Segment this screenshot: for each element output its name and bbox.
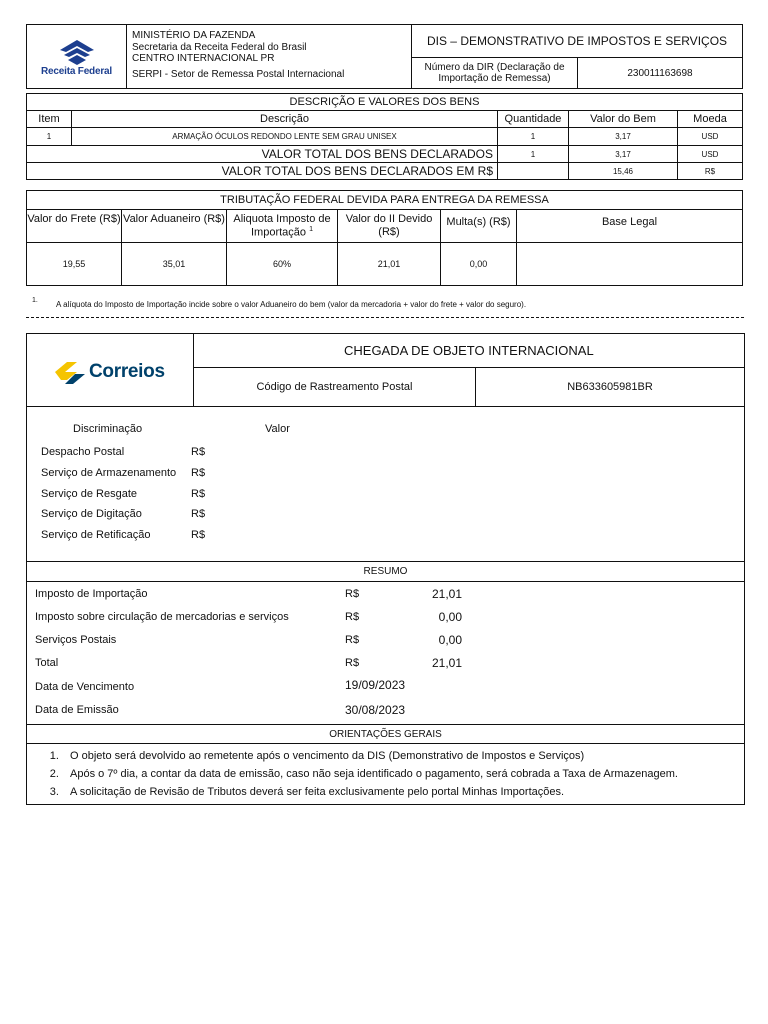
total-declared-currency: USD — [677, 145, 743, 163]
header-bottom-border — [26, 406, 745, 407]
goods-row-description: ARMAÇÃO ÓCULOS REDONDO LENTE SEM GRAU UNISEX — [71, 127, 498, 146]
issue-date-label: Data de Emissão — [35, 704, 119, 716]
goods-col-description: Descrição — [71, 110, 498, 128]
total-brl-currency: R$ — [677, 162, 743, 180]
service-retificacao-currency: R$ — [191, 529, 206, 541]
summary-total-label: Total — [35, 657, 59, 669]
tax-col-legal-basis: Base Legal — [516, 209, 743, 243]
service-armazenamento-currency: R$ — [191, 467, 206, 479]
tax-col-customs-value: Valor Aduaneiro (R$) — [121, 209, 227, 243]
center-name: CENTRO INTERNACIONAL PR — [132, 53, 275, 64]
sector-name: SERPI - Setor de Remessa Postal Internacional — [132, 68, 345, 80]
rate-footnote-mark: 1 — [309, 225, 313, 233]
total-brl-value: 15,46 — [568, 162, 678, 180]
service-resgate-label: Serviço de Resgate — [41, 488, 137, 500]
guideline-item: 3. A solicitação de Revisão de Tributos deverá ser feita exclusivamente pelo portal Minhas Importações. — [62, 783, 745, 801]
cut-line-divider — [26, 317, 744, 318]
dir-number: 230011163698 — [577, 57, 743, 89]
total-declared-label: VALOR TOTAL DOS BENS DECLARADOS — [26, 145, 498, 163]
guideline-item: 2. Após o 7º dia, a contar da data de emissão, caso não seja identificado o pagamento, será cobrada a Taxa de Armazenagem. — [62, 765, 745, 783]
summary-total-value: 21,01 — [431, 656, 462, 670]
value-header: Valor — [265, 423, 290, 435]
service-digitacao-currency: R$ — [191, 508, 206, 520]
total-brl-qty-empty — [497, 162, 569, 180]
guidelines-list-container — [26, 747, 745, 801]
summary-import-tax-currency: R$ — [345, 588, 360, 600]
tax-col-tax-due: Valor do II Devido (R$) — [337, 209, 441, 243]
summary-total-currency: R$ — [345, 657, 360, 669]
service-resgate-currency: R$ — [191, 488, 206, 500]
summary-title: RESUMO — [26, 561, 745, 582]
goods-col-item: Item — [26, 110, 72, 128]
tracking-label: Código de Rastreamento Postal — [193, 367, 476, 407]
issue-date-value: 30/08/2023 — [345, 703, 406, 717]
total-declared-value: 3,17 — [568, 145, 678, 163]
discrimination-header: Discriminação — [73, 423, 143, 435]
correios-logo-icon — [53, 360, 87, 386]
guidelines-title: ORIENTAÇÕES GERAIS — [26, 724, 745, 744]
summary-icms-value: 0,00 — [438, 610, 462, 624]
total-declared-qty: 1 — [497, 145, 569, 163]
goods-col-value: Valor do Bem — [568, 110, 678, 128]
tax-customs-value: 35,01 — [121, 242, 227, 286]
total-brl-label: VALOR TOTAL DOS BENS DECLARADOS EM R$ — [26, 162, 498, 180]
summary-postal-label: Serviços Postais — [35, 634, 117, 646]
tax-fines-value: 0,00 — [440, 242, 517, 286]
receita-federal-logo-text: Receita Federal — [41, 66, 112, 77]
summary-import-tax-label: Imposto de Importação — [35, 588, 148, 600]
summary-icms-label: Imposto sobre circulação de mercadorias e serviços — [35, 611, 289, 623]
secretariat-name: Secretaria da Receita Federal do Brasil — [132, 41, 307, 53]
footnote-text: A alíquota do Imposto de Importação incide sobre o valor Aduaneiro do bem (valor da mercadoria + valor do frete + valor do seguro). — [56, 300, 527, 309]
summary-icms-currency: R$ — [345, 611, 360, 623]
goods-row-value: 3,17 — [568, 127, 678, 146]
tax-legal-basis-value — [516, 242, 743, 286]
correios-logo-text: Correios — [89, 361, 165, 382]
summary-postal-currency: R$ — [345, 634, 360, 646]
guideline-item: 1. O objeto será devolvido ao remetente após o vencimento da DIS (Demonstrativo de Impostos e Serviços) — [62, 747, 745, 765]
summary-postal-value: 0,00 — [438, 633, 462, 647]
guidelines-list — [26, 747, 745, 801]
tax-col-rate: Aliquota Imposto de Importação $^1$ — [226, 209, 338, 243]
due-date-label: Data de Vencimento — [35, 681, 135, 693]
goods-row-currency: USD — [677, 127, 743, 146]
goods-col-currency: Moeda — [677, 110, 743, 128]
goods-title: DESCRIÇÃO E VALORES DOS BENS — [26, 93, 743, 111]
header-logo-cell — [26, 24, 127, 89]
service-despacho-label: Despacho Postal — [41, 446, 125, 458]
service-digitacao-label: Serviço de Digitação — [41, 508, 142, 520]
goods-row-item: 1 — [26, 127, 72, 146]
tax-rate-value: 60% — [226, 242, 338, 286]
correios-title: CHEGADA DE OBJETO INTERNACIONAL — [193, 333, 745, 368]
summary-import-tax-value: 21,01 — [431, 587, 462, 601]
goods-row-quantity: 1 — [497, 127, 569, 146]
logo-cell-right-border — [193, 333, 194, 407]
receita-federal-logo-icon — [52, 38, 102, 68]
correios-logo — [53, 360, 173, 388]
service-armazenamento-label: Serviço de Armazenamento — [41, 467, 177, 479]
due-date-value: 19/09/2023 — [345, 678, 406, 692]
tax-col-freight: Valor do Frete (R$) — [26, 209, 122, 243]
goods-col-quantity: Quantidade — [497, 110, 569, 128]
tax-freight-value: 19,55 — [26, 242, 122, 286]
document-title: DIS – DEMONSTRATIVO DE IMPOSTOS E SERVIÇOS — [411, 24, 743, 58]
tax-col-fines: Multa(s) (R$) — [440, 209, 517, 243]
header-agency-cell — [126, 24, 412, 89]
service-retificacao-label: Serviço de Retificação — [41, 529, 151, 541]
tax-due-value: 21,01 — [337, 242, 441, 286]
ministry-name: MINISTÉRIO DA FAZENDA — [132, 30, 256, 41]
service-despacho-currency: R$ — [191, 446, 206, 458]
footnote-mark: 1. — [32, 297, 38, 304]
tax-title: TRIBUTAÇÃO FEDERAL DEVIDA PARA ENTREGA DA REMESSA — [26, 190, 743, 210]
tracking-code: NB633605981BR — [475, 367, 745, 407]
dir-label: Número da DIR (Declaração de Importação de Remessa) — [411, 57, 578, 89]
